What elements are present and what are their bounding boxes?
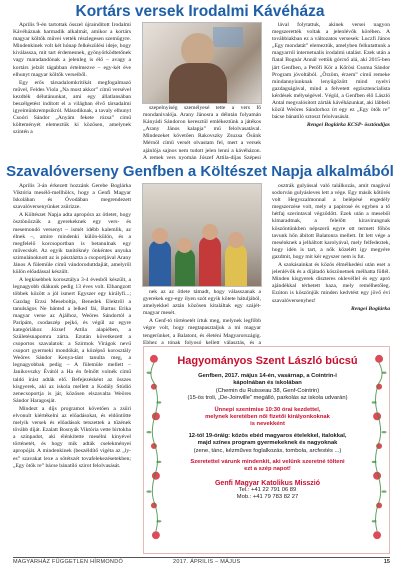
article2-paragraph: A Genf-tó történetét írtuk meg, melynek legfőbb végre volt, hogy megtapasztaljuk a mi magyar tengerünket, a Balatont, és életéni Magyarországig. Ebhez a tónak folyosó kellett választás, és a <box>143 318 261 345</box>
footer-issue-date: 2017. ÁPRILIS – MÁJUS <box>173 559 241 565</box>
article2-column-3 <box>272 183 390 345</box>
article1-column-2 <box>143 105 261 161</box>
article1-paragraph: szepelnyiség személyesé tette a vers fő mondanivalója. Arany Jánosra a délután folyamán Kányádi Sándoron keresztül emlékeztünk a játékos „Arany János kalapja” mű felolvasatával. Mindezeket követően Rakovszky Zsuzsa Ősünk Mérnöl című versét olvastam fel, mert a versek ajánlója sajnos nem tudott jelen lenni a kávéházon. A remek vers nyomán Jószef Attila-díjas Szépesi <box>143 105 261 161</box>
article1-column-3 <box>272 22 390 162</box>
ad-line: 12-tól 19-óráig: közös ebéd magyaros ételekkel, italokkal, <box>188 432 347 439</box>
ad-line: melynek keretében női fizetői királyonkoknak <box>205 414 330 421</box>
ad-line: ezt a szép napot! <box>244 466 291 473</box>
article2-paragraph: nek az az ötlete támadt, hogy válasszanak a gyerekek egy-egy ilyen szót egyik kötete hátuljából, amelyekkel aztán közösen kitaláltak egy szájét-magyar mesét. <box>143 289 261 317</box>
article1-author-signature: Rengei Boglárka KCSP- ösztöndíjas <box>306 122 390 129</box>
ad-line: (zene, tánc, kézműves foglalkozás, tombola, arcfestés ...) <box>193 447 342 454</box>
ad-line: majd színes program gyermekeknek és nagyoknak <box>197 440 338 447</box>
ad-line: (Chemin du Ruisseau 38, Genf-Cointrin) <box>215 387 320 394</box>
article2-paragraph: A legkisebbek korosztálya 3-4 évesből készült, a legnagyobb diákunk pedig 13 éves volt. Elhangzott többek között a jól ismert Egyszer egy királyfi...; Gazdag Erzsi Meseboltja, Benedek Elektről a tanulságos Ne bántsd a lelked fái, Bartus Erika magyar verse az Ajálhoz, Weöres Sándortól a Paripám, csodaszép pejkó, és végül az egyre kategóriához József Attila alapiében, a Születésnapomra zárta. Ezután következett a csoportos szavalatok: a Szirmok Virágok nevű csoport gyermeki mondókát, a középső korosztály Weöres Sándor Kenya-tánt tanulta meg, a legnagyobbak pedig – A fülemüle mellett – Janikovszky Évától a Ha én felnőtt volnék című taldó írást adták elő. Befejezésként az összes kisgyerek, aki az iskola mellett a Kodály Stúdió zenecsoportja is jár, közösen elszavalta Weöres Sándor Haragosját. <box>13 277 131 404</box>
article2-column-1 <box>13 183 131 555</box>
article1-paragraph: Egy erős társadalomkritikát megfogalmazó művel, Feldes Viola „Na most akkor” című versével kezdték délutánunkat, ami egy állatlansában beszélgetést indított el a világban élvő társadalmi igyeimünkrempsíkról. Másodiknak, a tavaly elhunyt Csoóri Sándor „Anyám fekete rózsa” című költeményét elemeztük ki közösen, amelynek szintén a <box>13 79 131 136</box>
ad-mobile: Mob.: +41 79 783 82 27 <box>236 494 299 501</box>
page-footer <box>13 557 390 565</box>
ad-line: (15-ös troli, „De-Joinville” megálló, parkolás az iskola udvarán) <box>187 395 348 402</box>
article2-paragraph: Mindezt a díjs programot követően a zsűri elvonult kiértékelni az előadásokat, és eldöntötte melyik versek és előadások tetszettek a tűzének tövább díját. Ezalatt Bosnyák Viktória vette birtokba a színpadot, aki élénkítette mesélni kinyével történetét, és hogy mik adták cselekményei apropóját. A mindenkinek (beszéldítő vigéta az „ly-es” szavakat lexe a sötétszét tovafelekezésetekben; „Egy ötök re” bácse bánatíló szirot felolvasását. <box>13 405 131 469</box>
article2-paragraph: Április 3-án érkezett hozzánk Gerebe Boglárka Viktória mesélő-mellhölcs, hogy a Genfi Magyar Iskolában és Óvodában megrendezett szavalóversenyünket zsűrizze. <box>13 183 131 211</box>
article1-paragraph: Április 9-én tartottak összel újraindított Irodalmi Kávéháznak harmadik alkalmát, amikor a kortárs magyar költők művei vették részlegesen szemügyre. Mindenkinek volt két hónap felkészülési ideje, hogy kiválassza, mit tart érdemesnek, gyönyörködtetőnek vagy maradandónak a jelenleg is élő – avagy a kortárs jelzőt tágabban értelmezve – egy-két éve elhunyt magyar költők verseiből. <box>13 22 131 78</box>
article2-paragraph: osztrák gulyással való találkozás, amit magával sodorván gulyásleves lett a vége. Egy másik kőtörés volt Hegyszalmonnal a belépésé engedély megszerzése volt, mely a papirosé és egyben a tő hétfaj szerintaval végződött. Ezek után a meseből kimaradtnak, a felelőtt kiravirangnak köszöntünkben népszerű egyre ott termett főhös tavunk hőn ábított Balatonra mellett. Itt lett vége a mesénknek a jelháltott karolyával, mely felfedeztek, hogy idén is tart, a nők közelétt így megyére gazdmit, hogy mit kér egyszer nem is fut. <box>272 183 390 260</box>
event-advertisement <box>143 346 390 554</box>
ad-line: Szeretettel várunk mindenkit, aki velünk szeretné tölteni <box>190 459 345 466</box>
ad-line: Ünnepi szentmise 10:30 órai kezdettel, <box>214 406 321 413</box>
article2-author-signature: Rengei Boglárka <box>350 305 390 312</box>
article2-paragraph: A szokásainkat és közös élmélkedési után eset a jelenlévők és a díjátadó köszönetnek mélhatta föllél. Minden kisgyerek diszteres oklevéllel és egy apró ajándékkal térhetett haza, mely remélhetőleg. Ezúton is köszönjük minden kedvtést egy jövő évi szavalóversenyhez! <box>272 262 390 304</box>
ad-body <box>166 373 369 474</box>
ad-line: kápolnában és iskolában <box>233 380 302 387</box>
article2-paragraph: A Költészet Napja adta apropóra az ötletet, hogy ösztönözzük a gyerekeknek egy vers- és mesemondó versenyt – ismét idébb kalemlik, az élnek –, amire mindenki külön-külön, és a megfelelő korcsoportban is betanulnak egy művecskét. Az egyik tanítóknéy önkéntes anyuka szimulánoknott az is pásztáztta a csoportjával Arany János A fülemüle című vándoroduttdajiát, amelyről külön előadással készült. <box>13 212 131 276</box>
page-number: 15 <box>383 559 390 565</box>
ad-organizer: Genfi Magyar Katolikus Misszió <box>214 479 321 487</box>
article2-photo-children <box>142 183 262 287</box>
article-title-irodalmi-kavehaz: Kortárs versek Irodalmi Kávéháza <box>75 3 325 20</box>
article-title-szavaloverseny: Szavalóverseny Genfben a Költészet Napja alkalmából <box>6 163 394 180</box>
article1-photo-speaker <box>142 22 262 104</box>
article1-paragraph: lával folytattuk, akinek versei nagyon megszerették voltak a jelenlévők körében. A továbbiakban ez a változatos versesek: Luczfi János „Egy mondatát” elemeztük, amelyben felkutattunk a magyarról internetualis irodalmi utalást. Ezek után a fiatal Bognár Annál vettük górcső alá, aki 2015-ben járt Genfben, a Petőfi Kör a Kőrösi Csoma Sándor Program jóvoltából. „Örzöm, érzem” című remeke mindannyiunknak lenyűgözött mind nyelvi gazdagságával, mind a felvetett egzisztencialista kérdések mélységével. Végül, a Genfben élő László Antal megvalósított zárták kávéházunkat, aki lábbeli közül Weöres Sándorhoz írt egy ez „Egy ötök re” bácse bánatíló sztoszt felolvasását. <box>272 22 390 121</box>
ad-line: Genfben, 2017. május 14-én, vasárnap, a Cointrin-i <box>198 373 337 379</box>
article2-column-2 <box>143 289 261 345</box>
ad-phone: Tel.: +41 22 791 06 89 <box>238 486 297 493</box>
ad-title: Hagyományos Szent László búcsú <box>177 355 358 367</box>
article1-column-1 <box>13 22 131 162</box>
ad-line: is nevekként <box>250 421 285 428</box>
footer-publication-name: MAGYARHÁZ FÜGGETLEN HÍRMONDÓ <box>13 559 124 565</box>
